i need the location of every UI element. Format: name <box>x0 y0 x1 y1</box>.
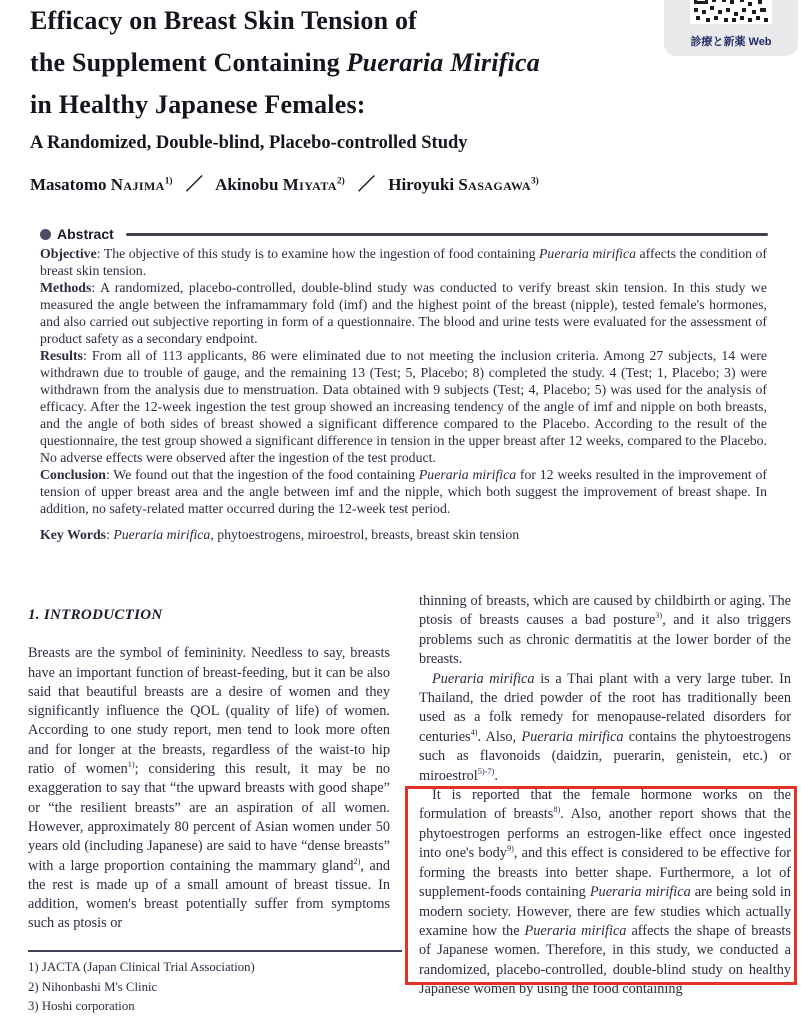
footnote-item: 2) Nihonbashi M's Clinic <box>28 979 158 994</box>
author-1-ref: 1) <box>164 176 173 187</box>
footnotes-block <box>28 950 402 1017</box>
qr-badge-label: 診療と新薬 Web <box>690 36 772 48</box>
abstract-heading: Abstract <box>57 226 114 242</box>
paper-title-block <box>30 0 660 154</box>
author-1: Masatomo Najima$^{1)}$ <box>30 175 173 194</box>
authors-line <box>30 170 539 195</box>
author-2-ref: 2) <box>336 176 345 187</box>
abstract-results-paragraph: Results: From all of 113 applicants, 86 were eliminated due to not meeting the inclusion criteria. Among 27 subjects, 14 were withdrawn due to trouble of gauge, and the remaining 13 (Test; 5, Placebo; 8) completed the study. 4 (Test; 1, Placebo; 3) were withdrawn from the analysis due to menstruation. Data obtained with 9 subjects (Test; 4, Placebo; 5) was used for the analysis of efficacy. After the 12-week ingestion the test group showed an increasing tendency of the angle of imf and nipple on both breasts, and the angle of both sides of breast showed a significant difference compared to the Placebo. According to the result of the questionnaire, the test group showed a significant difference in tension in the upper breast after 12 weeks, compared to the Placebo. No adverse effects were observed after the ingestion of the test product. <box>40 348 767 465</box>
title-line-1: Efficacy on Breast Skin Tension of <box>30 6 417 35</box>
footnote-item: 3) Hoshi corporation <box>28 999 135 1013</box>
author-separator: ／ <box>357 175 375 194</box>
keywords-line: Key Words: Pueraria mirifica, phytoestrogens, miroestrol, breasts, breast skin tension <box>40 527 520 542</box>
paper-subtitle: A Randomized, Double-blind, Placebo-controlled Study <box>30 133 468 153</box>
introduction-heading: 1. INTRODUCTION <box>28 607 163 623</box>
abstract-conclusion-paragraph: Conclusion: We found out that the ingestion of the food containing Pueraria mirifica for 12 weeks resulted in the improvement of tension of upper breast area and the angle between imf and the nipple, which both suggest the improvement of breast shape. In addition, no safety-related matter occurred during the 12-week test period. <box>40 467 767 516</box>
abstract-objective-paragraph: Objective: The objective of this study is to examine how the ingestion of food containing Pueraria mirifica affects the condition of breast skin tension. <box>40 246 767 278</box>
footnote-item: 1) JACTA (Japan Clinical Trial Association) <box>28 960 255 974</box>
right-column <box>419 592 791 1000</box>
abstract-section-header <box>40 226 768 242</box>
footnote-rule <box>28 950 402 952</box>
abstract-bullet-icon <box>40 229 51 240</box>
abstract-body <box>40 245 767 543</box>
introduction-paragraph: Breasts are the symbol of femininity. Needless to say, breasts have an important function of breast-feeding, but it can be also said that beautiful breasts are a desire of women and they significantly influence the QOL (quality of life) of women. According to one study report, men tend to look more often and for longer at the breasts, regardless of the waist-to hip ratio of women$^{1)}$; considering this result, it may be no exaggeration to say that “the upward breasts with good shape” or “the resilient breasts” are an aspiration of all women. However, approximately 80 percent of Asian women under 50 years old (including Japanese) are said to have “dense breasts” with a large proportion containing the mammary gland$^{2)}$, and the rest is made up of a small amount of breast tissue. In addition, women's breast potentially suffer from symptoms such as ptosis or <box>28 645 390 932</box>
author-2: Akinobu Miyata$^{2)}$ <box>215 175 345 194</box>
right-column-paragraph-1: thinning of breasts, which are caused by childbirth or aging. The ptosis of breasts causes a bad posture$^{3)}$, and it also triggers problems such as chronic dermatitis at the lower border of the breasts. <box>419 593 791 668</box>
qr-code-icon <box>690 0 772 24</box>
author-3-ref: 3) <box>530 176 539 187</box>
title-line-3: in Healthy Japanese Females: <box>30 90 366 119</box>
author-3: Hiroyuki Sasagawa$^{3)}$ <box>388 175 539 194</box>
author-separator: ／ <box>185 175 203 194</box>
right-column-paragraph-2: Pueraria mirifica is a Thai plant with a very large tuber. In Thailand, the dried powder of the root has traditionally been used as a folk remedy for menopause-related disorders for centuries$^{4)}$. Also, Pueraria mirifica contains the phytoestrogens such as flavonoids (daidzin, puerarin, genistein, etc.) or miroestrol$^{5)-7)}$. <box>419 670 791 784</box>
right-column-paragraph-3: It is reported that the female hormone works on the formulation of breasts$^{8)}$. Also, another report shows that the phytoestrogen performs an estrogen-like effect once ingested into one's body$^{9)}$, and this effect is considered to be effective for forming the breasts into better shape. Furthermore, a lot of supplement-foods containing Pueraria mirifica are being sold in modern society. However, there are few studies which actually examine how the Pueraria mirifica affects the shape of breasts of Japanese women. Therefore, in this study, we conducted a randomized, placebo-controlled, double-blind study on healthy Japanese women by using the food containing <box>419 787 791 998</box>
left-column <box>28 598 390 934</box>
abstract-rule <box>126 233 768 236</box>
journal-qr-badge <box>664 0 798 56</box>
title-line-2: the Supplement Containing Pueraria Mirifica <box>30 48 540 77</box>
abstract-methods-paragraph: Methods: A randomized, placebo-controlled, double-blind study was conducted to verify breast skin tension. In this study we measured the angle between the inframammary fold (imf) and the highest point of the breast (nipple), tested female's hormones, and also carried out subjective reporting in form of a questionnaire. The blood and urine tests were evaluated for the assessment of product safety as a secondary endpoint. <box>40 280 767 346</box>
